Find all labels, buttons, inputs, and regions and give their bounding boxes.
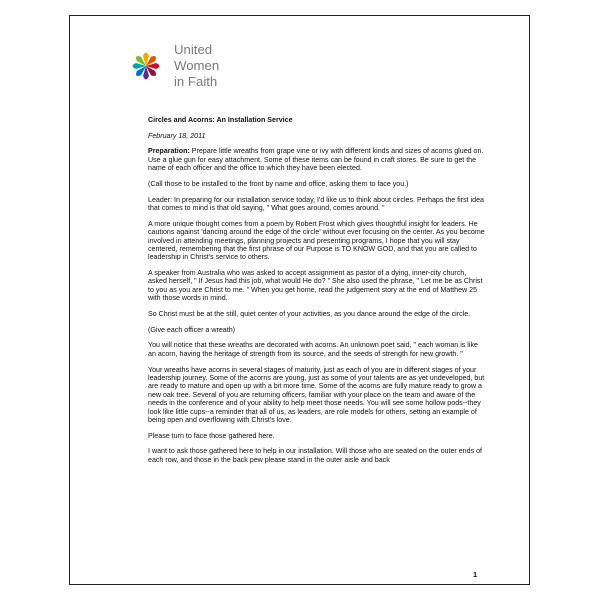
logo-line-1: United	[174, 42, 213, 57]
paragraph: (Call those to be installed to the front by name and office, asking them to face you.)	[148, 179, 409, 188]
paragraph: A more unique thought comes from a poem by Robert Frost which gives thoughtful insight for leaders. He cautions against 'dancing around the edge of the circle' without ever focusing on the center. As you become involved in attending meetings, planning projects and presenting programs, I hope that you will stay centered, remembering that the first phrase of our Purpose is TO KNOW GOD, and that you are called to leadership in Christ's service to others.	[148, 219, 485, 262]
document-title: Circles and Acorns: An Installation Service	[148, 116, 293, 124]
paragraph: Your wreaths have acorns in several stages of maturity, just as each of you are in different stages of your leadership journey. Some of the acorns are young, just as some of your talents are as yet undeveloped, but are ready to mature and open up with a bit more time. Some of the acorns are fully mature ready to grow a new oak tree. Several of you are returning officers, familiar with your place on the team and aware of the needs in the conference and of your ability to help meet those needs. You will see some hollow pods--they look like little cups--a reminder that all of us, as leaders, are role models for others, setting an example of being open and overflowing with Christ's love.	[148, 365, 485, 424]
paragraph: Leader: In preparing for our installation service today, I'd like us to think about circles. Perhaps the first idea that comes to mind is that old saying, " What goes around, comes around. "	[148, 195, 484, 213]
pinwheel-logo-icon	[126, 46, 166, 86]
paragraph: I want to ask those gathered here to help in our installation. Will those who are seated on the outer ends of each row, and those in the back pew please stand in the outer aisle and back	[148, 447, 483, 464]
paragraph: A speaker from Australia who was asked to accept assignment as pastor of a dying, inner-city church, asked herself, " If Jesus had this job, what would He do? " She also used the phrase, " Let me be as Christ to you as you are Christ to me. " When you get home, read the judgement story at the end of Matthew 25 with those words in mind.	[148, 269, 483, 303]
logo-wordmark	[174, 42, 219, 90]
preparation-paragraph	[148, 147, 486, 172]
paragraph: Please turn to face those gathered here.	[148, 431, 275, 440]
document-date: February 18, 2011	[148, 131, 206, 140]
logo-line-2: Women	[174, 58, 220, 73]
preparation-label: Preparation:	[148, 147, 190, 156]
uwf-logo	[126, 40, 296, 100]
page-number: 1	[473, 570, 478, 579]
paragraph: (Give each officer a wreath)	[148, 325, 236, 334]
document-page	[69, 15, 530, 585]
paragraph: So Christ must be at the still, quiet center of your activities, as you dance around the edge of the circle.	[148, 309, 471, 318]
preparation-text: Prepare little wreaths from grape vine or ivy with different kinds and sizes of acorns glued on. Use a glue gun for easy attachment. Some of these items can be found in craft stores. Be sure to get the name of each officer and the office to which they have been elected.	[148, 147, 484, 173]
logo-line-3: in Faith	[174, 74, 218, 89]
paragraph: You will notice that these wreaths are decorated with acorns. An unknown poet said, " each woman is like an acorn, having the heritage of strength from its source, and the seeds of strength for new growth. "	[148, 341, 478, 358]
document-body	[148, 116, 486, 471]
